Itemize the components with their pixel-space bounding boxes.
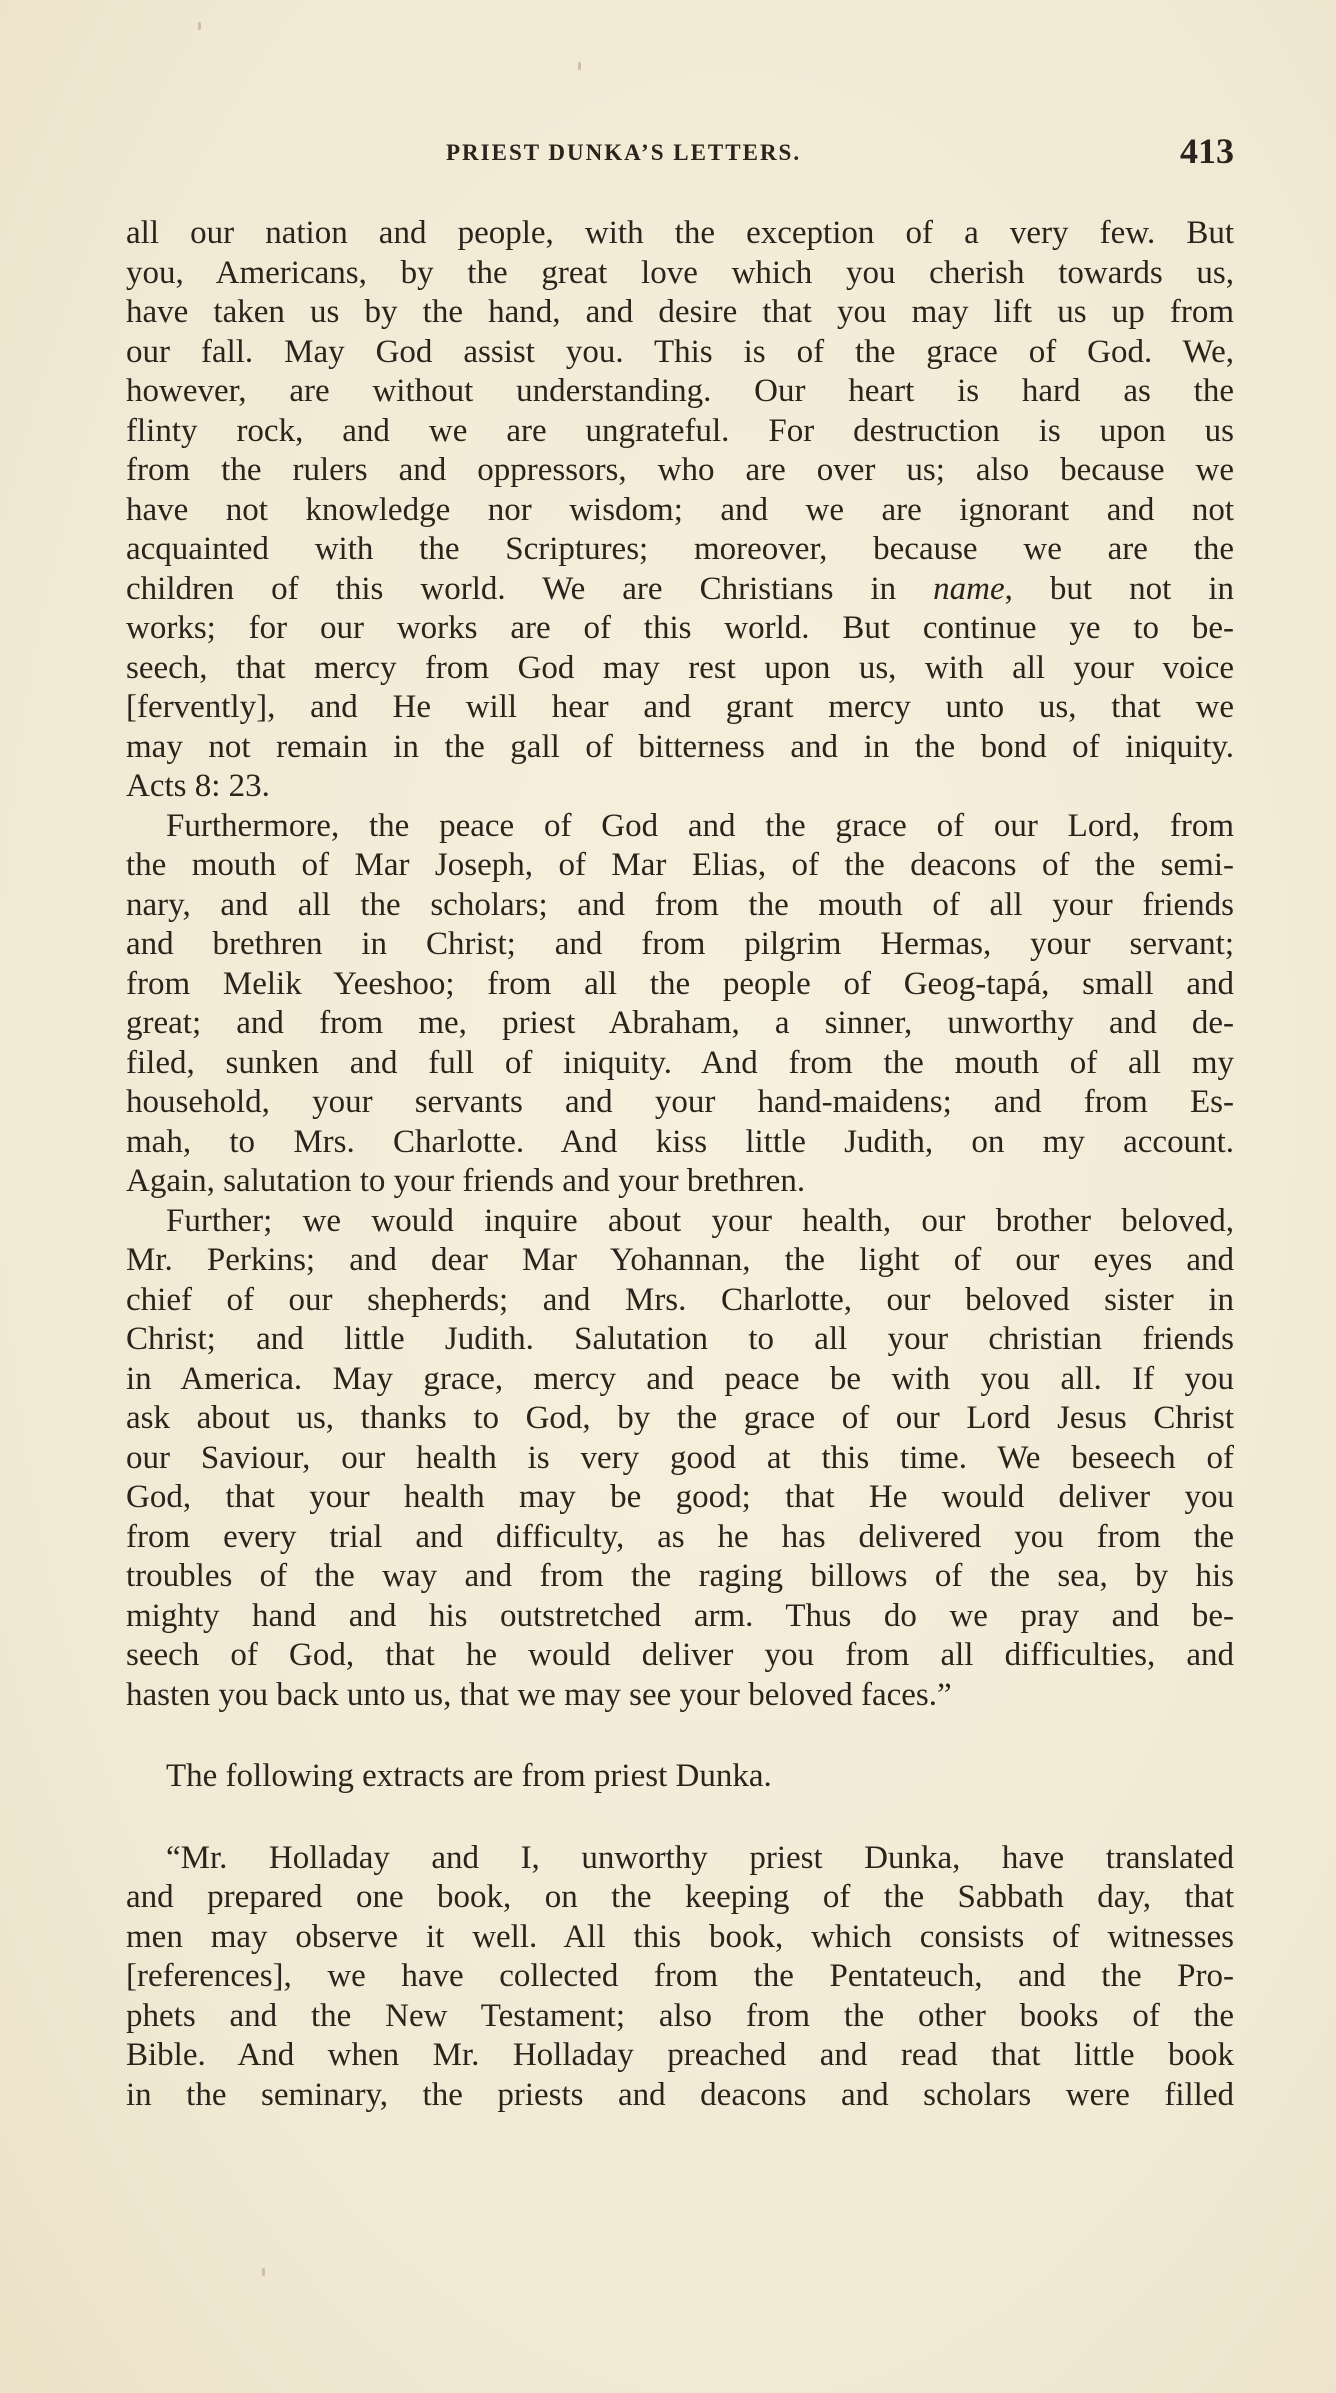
text-line: chief of our shepherds; and Mrs. Charlotte, our beloved sister in	[126, 1281, 1234, 1318]
page-header	[126, 131, 1234, 180]
body-text	[126, 214, 1234, 2115]
text-line: from the rulers and oppressors, who are over us; also because we	[126, 452, 1234, 488]
paragraph-dunka-letter	[126, 1839, 1234, 2116]
paragraph-extracts-intro	[126, 1757, 1234, 1797]
text-line: “Mr. Holladay and I, unworthy priest Dunka, have translated	[166, 1839, 1234, 1876]
text-line: The following extracts are from priest Dunka.	[166, 1758, 772, 1794]
text-line: household, your servants and your hand-maidens; and from Es-	[126, 1084, 1234, 1120]
text-line: children of this world. We are Christians in name, but not in	[126, 570, 1234, 607]
text-line: troubles of the way and from the raging billows of the sea, by his	[126, 1558, 1234, 1594]
paper-speck	[262, 2268, 265, 2276]
text-line: our Saviour, our health is very good at this time. We beseech of	[126, 1439, 1234, 1476]
text-line: hasten you back unto us, that we may see your beloved faces.”	[126, 1676, 952, 1713]
paper-speck	[198, 22, 201, 30]
text-line: have not knowledge nor wisdom; and we are ignorant and not	[126, 491, 1234, 528]
text-line: and prepared one book, on the keeping of the Sabbath day, that	[126, 1879, 1234, 1915]
text-line: nary, and all the scholars; and from the mouth of all your friends	[126, 886, 1234, 923]
text-line: our fall. May God assist you. This is of the grace of God. We,	[126, 333, 1234, 370]
page-number: 413	[1180, 131, 1234, 171]
text-line: Christ; and little Judith. Salutation to all your christian friends	[126, 1321, 1234, 1357]
text-line: the mouth of Mar Joseph, of Mar Elias, of the deacons of the semi-	[126, 847, 1234, 883]
text-line: acquainted with the Scriptures; moreover, because we are the	[126, 531, 1234, 567]
text-line: in America. May grace, mercy and peace be with you all. If you	[126, 1360, 1234, 1397]
paper-speck	[578, 62, 581, 70]
paragraph-greetings	[126, 807, 1234, 1202]
text-line: Again, salutation to your friends and your brethren.	[126, 1163, 806, 1199]
text-line: great; and from me, priest Abraham, a sinner, unworthy and de-	[126, 1005, 1234, 1041]
text-line: works; for our works are of this world. But continue ye to be-	[126, 610, 1234, 646]
text-line: mighty hand and his outstretched arm. Thus do we pray and be-	[126, 1597, 1234, 1634]
text-line: [fervently], and He will hear and grant mercy unto us, that we	[126, 689, 1234, 725]
text-line: all our nation and people, with the exception of a very few. But	[126, 215, 1234, 251]
text-line: filed, sunken and full of iniquity. And from the mouth of all my	[126, 1044, 1234, 1081]
text-line: and brethren in Christ; and from pilgrim Hermas, your servant;	[126, 926, 1234, 962]
text-line: in the seminary, the priests and deacons and scholars were filled	[126, 2076, 1234, 2113]
text-line: Acts 8: 23.	[126, 768, 270, 804]
text-line: Further; we would inquire about your health, our brother beloved,	[166, 1202, 1234, 1239]
text-line: seech of God, that he would deliver you from all difficulties, and	[126, 1637, 1234, 1673]
text-line: mah, to Mrs. Charlotte. And kiss little Judith, on my account.	[126, 1123, 1234, 1160]
text-line: Furthermore, the peace of God and the grace of our Lord, from	[166, 807, 1234, 844]
text-line: you, Americans, by the great love which you cherish towards us,	[126, 254, 1234, 291]
text-line: Bible. And when Mr. Holladay preached and read that little book	[126, 2037, 1234, 2073]
text-line: however, are without understanding. Our heart is hard as the	[126, 373, 1234, 409]
text-line: seech, that mercy from God may rest upon us, with all your voice	[126, 649, 1234, 686]
text-line: from Melik Yeeshoo; from all the people of Geog-tapá, small and	[126, 965, 1234, 1002]
paragraph-continuation	[126, 214, 1234, 807]
text-line: Mr. Perkins; and dear Mar Yohannan, the light of our eyes and	[126, 1242, 1234, 1278]
text-line: ask about us, thanks to God, by the grace of our Lord Jesus Christ	[126, 1400, 1234, 1436]
text-line: God, that your health may be good; that He would deliver you	[126, 1479, 1234, 1515]
text-line: flinty rock, and we are ungrateful. For destruction is upon us	[126, 412, 1234, 449]
text-line: from every trial and difficulty, as he has delivered you from the	[126, 1518, 1234, 1555]
text-line: phets and the New Testament; also from the other books of the	[126, 1997, 1234, 2034]
emphasis-name: name	[933, 570, 1005, 607]
text-line: have taken us by the hand, and desire that you may lift us up from	[126, 294, 1234, 330]
text-line: [references], we have collected from the Pentateuch, and the Pro-	[126, 1958, 1234, 1994]
running-head: PRIEST DUNKA’S LETTERS.	[446, 140, 802, 165]
paragraph-inquiry	[126, 1202, 1234, 1716]
text-line: may not remain in the gall of bitterness and in the bond of iniquity.	[126, 728, 1234, 765]
text-line: men may observe it well. All this book, which consists of witnesses	[126, 1918, 1234, 1955]
